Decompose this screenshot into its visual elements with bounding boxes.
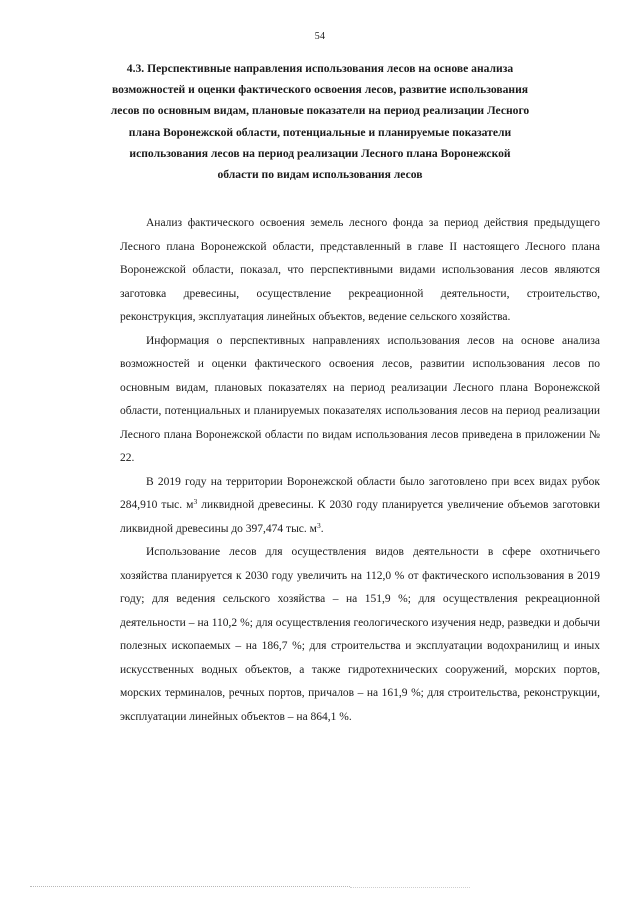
heading-line: использования лесов на период реализации Лесного плана Воронежской <box>129 146 511 160</box>
paragraph-forest-use-analysis: Анализ фактического освоения земель лесного фонда за период действия предыдущего Лесного плана Воронежской области, представленный в главе II настоящего Лесного плана Воронежской области, показал, что перспективными видами использования лесов являются заготовка древесины, осуществление рекреационной деятельности, строительство, реконструкция, эксплуатация линейных объектов, ведение сельского хозяйства. <box>120 217 600 323</box>
paragraph-appendix-reference: Информация о перспективных направлениях использования лесов на основе анализа возможностей и оценки фактического освоения лесов, развитии использования лесов по основным видам, плановых показателях на период реализации Лесного плана Воронежской области, потенциальных и планируемых показателях использования лесов на период реализации Лесного плана Воронежской области по видам использования лесов приведена в приложении № 22. <box>120 334 600 464</box>
paragraph-planned-increases: Использование лесов для осуществления видов деятельности в сфере охотничьего хозяйства планируется к 2030 году увеличить на 112,0 % от фактического использования в 2019 году; для ведения сельского хозяйства – на 151,9 %; для осуществления рекреационной деятельности – на 110,2 %; для осуществления геологического изучения недр, разведки и добычи полезных ископаемых – на 186,7 %; для строительства и эксплуатации водохранилищ и иных искусственных водных объектов, а также гидротехнических сооружений, морских портов, морских терминалов, речных портов, причалов – на 161,9 %; для строительства, реконструкции, эксплуатации линейных объектов – на 864,1 %. <box>120 546 600 723</box>
cubic-superscript: 3 <box>316 520 321 530</box>
heading-line: плана Воронежской области, потенциальные и планируемые показатели <box>128 125 512 139</box>
section-heading <box>100 58 540 185</box>
paragraph-timber-harvest <box>120 471 600 542</box>
heading-line: области по видам использования лесов <box>217 168 423 182</box>
body-text <box>120 212 600 729</box>
page-number: 54 <box>314 31 326 42</box>
heading-line: 4.3. Перспективные направления использования лесов на основе анализа <box>126 62 514 75</box>
timber-text-part3: . <box>320 522 324 535</box>
timber-text-part1: В 2019 году на территории Воронежской области было заготовлено при всех видах рубок 284,910 тыс. м <box>120 475 600 511</box>
timber-text-part2: ликвидной древесины. К 2030 году планируется увеличение объемов заготовки ликвидной древесины до 397,474 тыс. м <box>120 499 600 535</box>
scan-edge-line <box>350 887 470 888</box>
heading-line: лесов по основным видам, плановые показатели на период реализации Лесного <box>110 104 530 118</box>
scan-edge-line <box>30 886 350 887</box>
cubic-superscript: 3 <box>193 497 198 506</box>
heading-line: возможностей и оценки фактического освоения лесов, развитие использования <box>111 83 529 97</box>
